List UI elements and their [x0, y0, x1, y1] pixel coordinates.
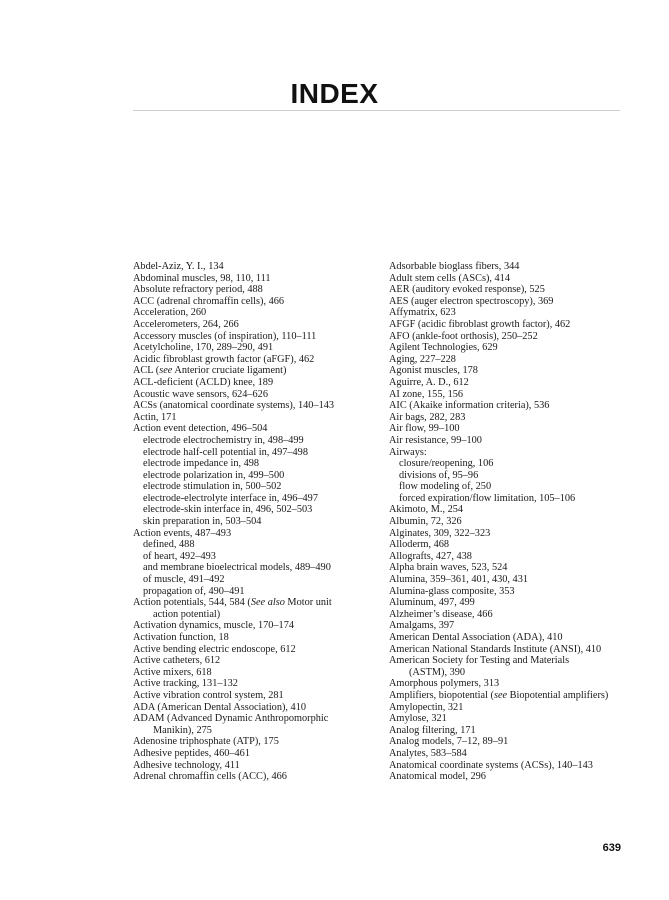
index-entry: Amalgams, 397 — [389, 620, 455, 632]
page-title: INDEX — [290, 78, 379, 109]
index-subentry: and membrane bioelectrical models, 489–490 — [143, 562, 331, 574]
index-entry: Agilent Technologies, 629 — [389, 342, 498, 354]
index-column-left — [133, 261, 379, 783]
index-subentry: electrode polarization in, 499–500 — [143, 469, 285, 481]
index-entry: Akimoto, M., 254 — [389, 504, 464, 516]
index-entry: Active bending electric endoscope, 612 — [133, 643, 296, 655]
index-subentry: electrode impedance in, 498 — [143, 458, 260, 470]
cross-reference-keyword: see — [159, 365, 173, 377]
index-entry: Alpha brain waves, 523, 524 — [389, 562, 508, 574]
index-entry: ADAM (Advanced Dynamic Anthropomorphic — [133, 713, 329, 725]
index-entry: Air resistance, 99–100 — [389, 434, 482, 446]
index-entry: Albumin, 72, 326 — [389, 516, 462, 528]
index-entry: Airways: — [389, 446, 427, 458]
index-entry: Alumina, 359–361, 401, 430, 431 — [389, 574, 529, 586]
index-entry: Adhesive peptides, 460–461 — [133, 747, 250, 759]
index-entry: AFGF (acidic fibroblast growth factor), 462 — [389, 318, 571, 330]
index-entry: Adhesive technology, 411 — [133, 759, 240, 771]
index-entry: Agonist muscles, 178 — [389, 365, 478, 377]
index-entry: Abdominal muscles, 98, 110, 111 — [133, 272, 271, 284]
index-entry: Activation function, 18 — [133, 632, 229, 643]
index-entry: Absolute refractory period, 488 — [133, 284, 263, 296]
index-entry: Active vibration control system, 281 — [133, 689, 284, 701]
index-entry-continuation: (ASTM), 390 — [409, 666, 466, 678]
index-entry: Alzheimer’s disease, 466 — [389, 608, 493, 620]
index-entry: Accessory muscles (of inspiration), 110–111 — [133, 330, 317, 342]
index-entry: Acidic fibroblast growth factor (aFGF), 462 — [133, 353, 315, 365]
index-entry: Aguirre, A. D., 612 — [389, 376, 469, 388]
cross-reference-keyword: See also — [250, 597, 285, 609]
index-entry: Actin, 171 — [133, 411, 177, 423]
index-subentry: flow modeling of, 250 — [399, 481, 492, 493]
index-entry-continuation: Manikin), 275 — [153, 724, 212, 736]
index-entry: Amplifiers, biopotential (see Biopotential amplifiers) — [389, 689, 609, 701]
index-entry: Active catheters, 612 — [133, 655, 221, 667]
index-entry: ACSs (anatomical coordinate systems), 140–143 — [133, 400, 335, 412]
index-subentry: divisions of, 95–96 — [399, 469, 479, 481]
index-subentry: electrode-electrolyte interface in, 496–497 — [143, 492, 318, 504]
index-entry: Active tracking, 131–132 — [133, 678, 238, 690]
index-entry: Action events, 487–493 — [133, 527, 232, 539]
index-entry: Activation dynamics, muscle, 170–174 — [133, 620, 295, 632]
index-entry: Active mixers, 618 — [133, 666, 212, 678]
index-subentry: electrode half-cell potential in, 497–498 — [143, 446, 308, 458]
index-entry: Amylopectin, 321 — [389, 701, 464, 713]
index-entry: Acoustic wave sensors, 624–626 — [133, 388, 268, 400]
index-entry: Alumina-glass composite, 353 — [389, 585, 515, 597]
index-subentry: skin preparation in, 503–504 — [143, 516, 262, 528]
index-entry: American National Standards Institute (ANSI), 410 — [389, 643, 602, 655]
index-subentry: propagation of, 490–491 — [143, 585, 245, 597]
index-entry: Action potentials, 544, 584 (See also Motor unit — [133, 597, 332, 609]
index-entry: AI zone, 155, 156 — [389, 388, 464, 400]
index-entry: Acceleration, 260 — [133, 307, 207, 319]
index-entry: Adenosine triphosphate (ATP), 175 — [133, 736, 279, 748]
index-entry: AIC (Akaike information criteria), 536 — [389, 400, 550, 412]
index-subentry: of muscle, 491–492 — [143, 574, 225, 586]
index-entry: AES (auger electron spectroscopy), 369 — [389, 295, 554, 307]
index-entry: Air bags, 282, 283 — [389, 411, 466, 423]
index-subentry: of heart, 492–493 — [143, 550, 216, 562]
index-entry: Amylose, 321 — [389, 713, 447, 725]
index-entry: American Dental Association (ADA), 410 — [389, 632, 563, 643]
index-entry: Analog filtering, 171 — [389, 724, 476, 736]
index-entry: AER (auditory evoked response), 525 — [389, 284, 545, 296]
index-subentry: electrode-skin interface in, 496, 502–503 — [143, 504, 313, 516]
index-entry: ACC (adrenal chromaffin cells), 466 — [133, 295, 285, 307]
index-entry: Allografts, 427, 438 — [389, 550, 472, 562]
index-entry: ACL-deficient (ACLD) knee, 189 — [133, 376, 274, 388]
index-entry: ACL (see Anterior cruciate ligament) — [133, 365, 287, 377]
index-subentry: closure/reopening, 106 — [399, 458, 494, 470]
index-entry: Adrenal chromaffin cells (ACC), 466 — [133, 771, 287, 783]
index-entry: Anatomical model, 296 — [389, 771, 486, 783]
index-entry: Aluminum, 497, 499 — [389, 597, 475, 609]
index-entry: Aging, 227–228 — [389, 353, 456, 365]
index-subentry: electrode stimulation in, 500–502 — [143, 481, 282, 493]
index-entry: Abdel-Aziz, Y. I., 134 — [133, 261, 224, 272]
page-number: 639 — [602, 842, 621, 854]
index-column-right — [389, 261, 635, 783]
index-entry: Acetylcholine, 170, 289–290, 491 — [133, 342, 274, 354]
index-entry: Amorphous polymers, 313 — [389, 678, 500, 690]
index-entry: Accelerometers, 264, 266 — [133, 318, 239, 330]
index-entry: Alginates, 309, 322–323 — [389, 527, 491, 539]
index-entry: ADA (American Dental Association), 410 — [133, 701, 307, 713]
index-entry: Analytes, 583–584 — [389, 747, 467, 759]
index-entry: Adult stem cells (ASCs), 414 — [389, 272, 510, 284]
index-entry-continuation: action potential) — [153, 608, 221, 620]
index-entry: Anatomical coordinate systems (ACSs), 140–143 — [389, 759, 593, 771]
title-divider — [133, 110, 620, 111]
index-entry: Analog models, 7–12, 89–91 — [389, 736, 509, 748]
index-entry: American Society for Testing and Materials — [389, 655, 570, 667]
index-entry: Air flow, 99–100 — [389, 423, 460, 435]
index-entry: Affymatrix, 623 — [389, 307, 456, 319]
index-entry: Action event detection, 496–504 — [133, 423, 268, 435]
cross-reference-keyword: see — [493, 689, 508, 701]
index-subentry: defined, 488 — [143, 539, 195, 551]
index-subentry: forced expiration/flow limitation, 105–106 — [399, 492, 576, 504]
index-entry: Alloderm, 468 — [389, 539, 450, 551]
index-subentry: electrode electrochemistry in, 498–499 — [143, 434, 304, 446]
index-entry: AFO (ankle-foot orthosis), 250–252 — [389, 330, 538, 342]
index-entry: Adsorbable bioglass fibers, 344 — [389, 261, 520, 272]
